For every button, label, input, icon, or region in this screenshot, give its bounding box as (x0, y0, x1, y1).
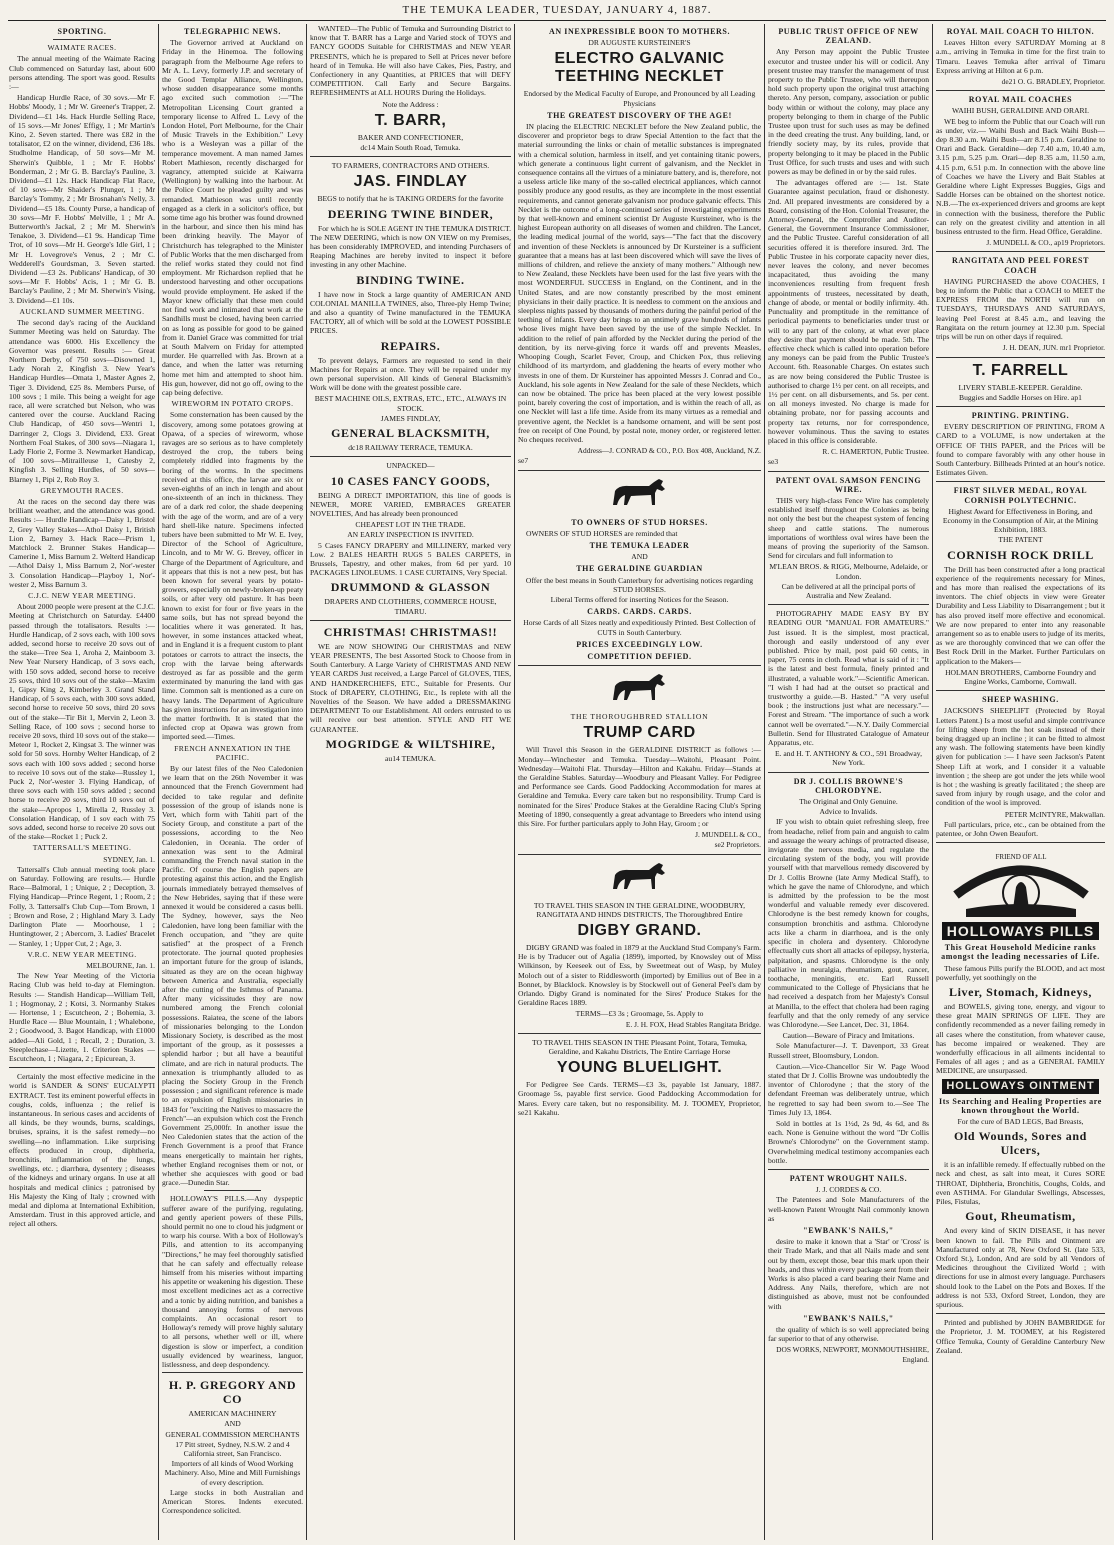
tattersall-heading: TATTERSALL'S MEETING. (32, 843, 132, 853)
gregory-sub: AMERICAN MACHINERY (188, 1409, 277, 1419)
mogridge-address: au14 TEMUKA. (385, 753, 436, 763)
divider (310, 156, 511, 157)
french-heading: FRENCH ANNEXATION IN THE PACIFIC. (174, 743, 291, 762)
repairs-heading: REPAIRS. (380, 338, 441, 353)
gregory-address: 17 Pitt street, Sydney, N.S.W. 2 and 4 California street, San Francisco. (175, 1439, 290, 1459)
vrc-date: MELBOURNE, Jan. 1. (86, 960, 155, 970)
gregory-text: Importers of all kinds of Wood Working Machinery. Also, Mine and Mill Furnishings of every description. (164, 1459, 301, 1487)
wireworm-heading: WIREWORM IN POTATO CROPS. (171, 399, 294, 409)
digby-name: DIGBY GRAND. (577, 922, 702, 940)
nails-sig: J. J. CORDES & CO. (815, 1185, 882, 1195)
holloways-ointment-text: For the cure of BAD LEGS, Bad Breasts, (957, 1117, 1084, 1127)
findlay-name: JAS. FINDLAY (353, 173, 468, 191)
bluelight-heading: TO TRAVEL THIS SEASON IN THE Pleasant Point, Totara, Temuka, Geraldine, and Kakahu Districts, The Entire Carriage Horse (532, 1037, 747, 1057)
sheep-sig: PETER McINTYRE, Makwallan. (1004, 809, 1105, 819)
stud-leader: THE TEMUKA LEADER (589, 540, 690, 550)
auckland-heading: AUCKLAND SUMMER MEETING. (19, 306, 145, 316)
cheapest: CHEAPEST LOT IN THE TRADE. (355, 520, 466, 530)
greymouth-heading: GREYMOUTH RACES. (40, 485, 124, 495)
nails-text: The Patentees and Sole Manufacturers of the well-known Patent Wrought Nail commonly known as (768, 1195, 929, 1223)
collis-sold: Sold in bottles at 1s 1½d, 2s 9d, 4s 6d, and 8s each. None is Genuine without the word "Dr Collis Browne's Chlorodyne" on the Government stamp. Overwhelming medical testimony accompanies each bottle. (768, 1118, 929, 1165)
findlay-to: TO FARMERS, CONTRACTORS AND OTHERS. (331, 161, 490, 171)
printing-text: EVERY DESCRIPTION OF PRINTING, FROM A CARD to a VOLUME, is now undertaken at the OFFICE OF THIS PAPER, and the Prices will be found to compare favorably with any other house in South Canterbury. Billheads Printed at an hour's notice. Estimates Given. (936, 422, 1105, 478)
early-inspection: AN EARLY INSPECTION IS INVITED. (347, 530, 474, 540)
prices-line: PRICES EXCEEDINGLY LOW. (576, 639, 703, 649)
drummond-name: DRUMMOND & GLASSON (330, 580, 491, 595)
nails-heading: PATENT WROUGHT NAILS. (789, 1173, 908, 1183)
sheep-heading: SHEEP WASHING. (982, 695, 1059, 705)
nails-name2: "EWBANK'S NAILS," (803, 1313, 894, 1323)
twine-text: I have now in Stock a large quantity of AMERICAN AND COLONIAL MANILLA TWINES, also, Three-ply Hemp Twine; and also a quantity of Twine manufactured in the TEMUKA FACTORY, all of which will be sold at the LOWEST POSSIBLE PRICES. (310, 289, 511, 336)
samson-sig: M'LEAN BROS. & RIGG, Melbourne, Adelaide, or London. (769, 562, 928, 581)
collis-text: IF you wish to obtain quiet refreshing sleep, free from headache, relief from pain and anguish to calm and assuage the weary achings of protracted disease, invigorate the nervous media, and regulate the circulating system of the body, you will provide yourself with that marvellous remedy discovered by Dr J. Collis Browne (late Army Medical Staff), to which he gave the name of Chlorodyne, and which is admitted by the profession to be the most wonderful and valuable remedy ever discovered. Chlorodyne is the best remedy known for coughs, consumption bronchitis and asthma. Chlorodyne acts like a charm in diarrhoea, and is the only specific in cholera and dysentery. Chlorodyne effectually cuts short all attacks of epilepsy, hysteria, palpitation, and spasms. Chlorodyne is the only palliative in neuralgia, rheumatism, gout, cancer, toothache, meningitis, etc. Earl Russell communicated to the College of Physicians that he had received a despatch from her Majesty's Consul at Manilla, to the effect that cholera had been raging fearfully and that the only remedy of any service was Chlorodyne.—See Lancet, Dec. 31, 1864. (768, 817, 929, 1029)
samson-foot: Can be delivered at all the principal ports of Australia and New Zealand. (781, 581, 916, 600)
public-trust-heading: PUBLIC TRUST OFFICE OF NEW ZEALAND. (778, 27, 919, 46)
masthead: THE TEMUKA LEADER, TUESDAY, JANUARY 4, 1887. (402, 4, 712, 16)
findlay-binder: DEERING TWINE BINDER, (327, 206, 494, 221)
vrc-heading: V.R.C. NEW YEAR MEETING. (27, 949, 137, 959)
samson-text: THIS very high-class Fence Wire has completely established itself throughout the Colonies as being not only the best but the cheapest system of fencing sheep and cattle stations. The numerous importations of worthless oval wires have been the means of proving the superiority of the Samson. Send for circulars and full information to (768, 495, 929, 561)
divider (936, 690, 1105, 691)
kursteiner-by: DR AUGUSTE KURSTEINER'S (588, 38, 691, 48)
divider (53, 39, 111, 40)
waimate-text: The annual meeting of the Waimate Racing Club commenced on Saturday last, about 600 persons attending. The sport was good. Results :— (9, 54, 155, 92)
nails-text3: the quality of which is so well appreciated being far superior to that of any otherwise. (768, 1325, 929, 1344)
trumpcard-prop: se2 Proprietors. (714, 840, 761, 850)
divider (310, 456, 511, 457)
kursteiner-heading: AN INEXPRESSIBLE BOON TO MOTHERS. (548, 27, 731, 36)
public-trust-advantages: The advantages offered are :— 1st. State Guarantee against peculation, fraud or dishonesty. 2nd. All prepared investments are considered by a Board, consisting of the Hon. Colonial Treasurer, the Attorney-General, the Comptroller and Auditor-General, the Government Insurance Commissioner, and the Public Trustee. Careful consideration of all securities offered it is therefore insured. 3rd. The Public Trustee in his corporate capacity never dies, never leaves the colony, and never becomes incapacitated, thus avoiding the many inconveniences resulting from frequent fresh appointments of trustees, necessitated by death, change of abode, or mental or bodily infirmity. 4th. Punctuality and promptitude in the remittance of periodical payments to beneficiaries under trust or will to any part of the colony, at what ever place they desire that payment should be made. 5th. The effective check which is called into operation before any moneys can be paid from the Public Trustee's Account. 6th. Reasonable Charges. On estates such as are now being considered the Public Trustee is authorised to charge 1½ per cent. on all receipts, and 1½ per cent. on all disbursements, and 5s. per cent. on all moneys invested. No charge is made for obtaining probate, nor for passing accounts and property tax returns, nor for correspondence, however voluminous. Thus the saving to estates placed in this office is considerable. (768, 178, 929, 445)
barr-text: WANTED—The Public of Temuka and Surrounding District to know that T. BARR has a Large and Varied stock of TOYS and FANCY GOODS Suitable for CHRISTMAS and NEW YEAR PRESENTS, which he is prepared to Sell at Prices never before heard of in Temuka. He will also have Cakes, Pies, Pastry, and Confectionery in any Quantities, at PRICES that will DEFY COMPETITION. Call Early and Secure Bargains. REFRESHMENTS at ALL HOURS During the Holidays. (310, 24, 511, 98)
trumpcard-text: Will Travel this Season in the GERALDINE DISTRICT as follows :— Monday—Winchester and Temuka. Tuesday—Waitohi, Pleasant Point. Wednesday—Waitohi Flat. Thursday—Hilton and Kakahu. Friday—Stands at the Geraldine Stables. Saturday—Woodbury and Pleasant Valley. For Pedigree and Performance see Cards. Good Paddocking Accommodation for mares at Geraldine and Temuka. Every care taken but no responsibility. Trump Card is nominated for the Sires' Produce Stakes at the Geraldine Racing Club's Spring Meeting of 1890, consequently a great advantage to Breeders who intend using this Sire. For further particulars apply to John Hay, Groom ; or (518, 745, 761, 828)
repairs-text: To prevent delays, Farmers are requested to send in their Machines for Repairs at once. They will be repaired under my own personal supervision. All kinds of General Blacksmith's Work will be done with the greatest possible care. (310, 355, 511, 393)
sheep-foot: Full particulars, price, etc., can be obtained from the patentee, or John Owen Beaufort. (936, 819, 1105, 839)
rangitata-text: HAVING PURCHASED the above COACHES, I beg to inform the Public that a COACH to MEET the EXPRESS FROM the NORTH will run on TUESDAYS, THURSDAYS AND SATURDAYS, leaving Peel Forest at 8.45 a.m., and leaving the Rangitata on the return journey at 12.30 p.m. Special trips will be run on other days if required. (936, 276, 1105, 342)
column-5 (764, 24, 932, 1540)
barr-note: Note the Address : (382, 99, 439, 109)
collis-sub: The Original and Only Genuine. (799, 797, 898, 807)
greymouth-text: At the races on the second day there was brilliant weather, and the attendance was good. Results :— Hurdle Handicap—Daisy 1, Bristol 2, Grey Valley Stakes—Athol Daisy 1, British Lion 2, Barney 3. Hack Race—Prism 1, Matchlock 2. Brunner Stakes Handicap—Camerine 1, Miss Barnum 2. Welterd Handicap—Athol Daisy 1, Miss Barnum 2, Nor'-wester 3. Consolation Handicap—Playboy 1, Nor'-wester 2, Miss Barnum 3. (9, 496, 155, 589)
horse-icon (605, 670, 675, 710)
twine-heading: BINDING TWINE. (356, 272, 465, 287)
column-1 (6, 24, 158, 1540)
royal-mail-text: Leaves Hilton every SATURDAY Morning at 8 a.m., arriving in Temuka in time for the first train to Timaru. Leaves Temuka after arrival of Timaru Express arriving at Hilton at 6 p.m. (936, 38, 1105, 75)
kursteiner-code: se7 (518, 456, 529, 466)
holloways-ointment-sub: Its Searching and Healing Properties are known throughout the World. (939, 1096, 1102, 1115)
holloways-pills-text2: and BOWELS, giving tone, energy, and vigour to these great MAIN SPRINGS OF LIFE. They are confidently recommended as a never failing remedy in all cases where the constitution, from whatever cause, has become impaired or weakened. They are wonderfully efficacious in all ailments incidental to Females of all ages ; and as a GENERAL FAMILY MEDICINE, are unsurpassed. (936, 1002, 1105, 1076)
stud-and: AND (631, 552, 648, 562)
tattersall-text: Tattersall's Club annual meeting took place on Saturday. Following are results.— Hurdle Race—Balmoral, 1 ; Unique, 2 ; Deception, 3. Flying Handicap—Prince Regent, 1 ; Room, 2 ; Folly, 3. Tattersall's Club Cup—Tom Brown, 1 ; Brown and Rose, 2 ; Highland Mary 3. Lady Darlington Plate — Moorhouse, 1 ; Huntingtower, 2 ; Abercorn, 3. Ladies' Bracelet — Stanley, 1 ; Upper Cut, 2 ; Age, 3. (9, 864, 155, 948)
telegraphic-text: The Governor arrived at Auckland on Friday in the Hinemoa. The following paragraph from the Melbourne Age refers to Mr A. L. Levy, formerly J.P. and secretary of the Good Templar Alliance, Wellington, whose sudden disappearance some months ago excited such commotion :—"The Metropolitan Licensing Court granted a temporary license to Alfred L. Levy of the London Hotel, Port Melbourne, for the Chair of Music Travels in the Exhibition." Levy who is a Wesleyan was a pillar of the temperance movement. A man named James Robert Mathieson, recently discharged for vagrancy, attempted suicide at Kaiwarra (Wellington) by walking into the harbour. At the Police Court he pleaded guilty and was remanded. Mathieson was until recently engaged as a clerk in a solicitor's office, but some time ago his brother was found drowned in the harbour, and since then his mind has been drinking heavily. The Mayor of Christchurch has telegraphed to the Minister of Public Works that the men discharged from the relief works stated they could not find employment. Mr Richardson replied that he understood harvesting and other occupations would provide employment. He asked if the Mayor knew officially that these men could not find work and intimated that work at the Sandhills must be closed, having been carried on as long as possible for good to be gained from it. Daniel Grace was committed for trial at South Malvern on Friday for attempted murder. He quarrelled with Jas. Brown at a dance, and when the latter was returning home met him and attempted to shoot him. His gun, however, did not go off, owing to the cap being defective. (162, 38, 303, 397)
holloways-liver: Liver, Stomach, Kidneys, (949, 985, 1092, 1000)
divider (768, 604, 929, 605)
oils-line: BEST MACHINE OILS, EXTRAS, ETC., ETC., ALWAYS IN STOCK. (314, 394, 507, 413)
divider (936, 357, 1105, 358)
import-text: BEING A DIRECT IMPORTATION, this line of goods is NEWER, MORE VARIED, EMBRACES GREATER NOVELTIES, And has already been pronounced (310, 490, 511, 518)
coaches-text: WE beg to inform the Public that our Coach will run as under, viz.— Waihi Bush and Back Waihi Bush—dep 8.30 a.m. Waihi Bush—arr 8.15 p.m. Geraldine to Orari and Back. Geraldine—dep 7.40 a.m, 10.40 a.m, 3.15 p.m, 5.25 p.m. Orari—dep 8.35 a.m, 11.50 a.m, 4.15 p.m, 6.51 p.m. In connection with the above line of Coaches we have the Livery and Bait Stables at Geraldine where Light Expresses Buggies, Gigs and Saddle Horses can be obtained on the shortest notice. N.B.—The ex-experienced drivers and grooms are kept in connection with the business, therefore the Public can rely on the greatest civility and attention in all business entrusted to the firm. Head Office, Geraldine. (936, 116, 1105, 237)
gregory-and: AND (224, 1419, 241, 1429)
medal-text: Highest Award for Effectiveness in Boring, and Economy in the Consumption of Air, at the Mining Exhibition, 1883. (942, 506, 1099, 535)
imprint: Printed and published by JOHN BAMBRIDGE for the Proprietor, J. M. TOOMEY, at his Registered Office Temuka, County of Geraldine Canterbury New Zealand. (936, 1318, 1105, 1355)
kursteiner-title: ELECTRO GALVANIC TEETHING NECKLET (554, 50, 725, 86)
farrell-text: Buggies and Saddle Horses on Hire. ap1 (959, 392, 1082, 402)
column-6 (932, 24, 1108, 1540)
holloways-pills-banner: HOLLOWAYS PILLS (942, 922, 1099, 940)
kursteiner-address: Address—J. CONRAD & CO., P.O. Box 408, Auckland, N.Z. (577, 446, 761, 456)
sheep-text: JACKSON'S SHEEPLIFT (Protected by Royal Letters Patent.) Is a most useful and simple contrivance for lifting sheep from the hot soak instead of their being dragged up an incline ; it can be fitted to almost any wash. The following statements have been kindly given for publication :— I have seen Jackson's Patent Sheep Lift at work, and I consider it a valuable invention ; the sheep are got under the jets while wool is hot ; the washing is greatly facilitated ; the sheep are saved from injury by rough usage, and the color and condition of the wool is improved. (936, 706, 1105, 808)
horse-icon (605, 859, 675, 899)
holloways-pills-sub: This Great Household Medicine ranks amongst the leading necessaries of Life. (941, 943, 1100, 962)
rangitata-sig: J. H. DEAN, JUN. mr1 Proprietor. (1002, 343, 1105, 353)
public-trust-text: Any Person may appoint the Public Trustee executor and trustee under his will or codicil. Any present trustee may transfer the management of trust property to the Public Trustee, who will thereupon hold such property upon the original trust attaching thereto. Any person, company, association or public body within or without the colony, may place any property belonging to them in charge of the Public Trustee upon trust for such uses as may be defined in the deed creating the trust. Any building, land, or friendly society may, by its rules, provide that property belonging to it may be placed in the Public Trust Office, for such trusts and uses and with such powers as may be defined in or by the said rules. (768, 47, 929, 177)
sander-ad: Certainly the most effective medicine in the world is SANDER & SONS' EUCALYPTI EXTRACT. Test its eminent powerful effects in coughs, colds, influenza ; the relief is instantaneous. In serious cases and accidents of all kinds, be they wounds, burns, scaldings, bruises, sprains, it is the safest remedy—no swelling—no inflammation. Like surprising effects produced in croup, diphtheria, bronchitis, inflammation of the lungs, swellings, etc. ; diarrhœa, dysentery ; diseases of the kidneys and urinary organs. In use at all hospitals and medical clinics ; patronised by His Majesty the King of Italy ; crowned with medal and diploma at International Exhibition, Amsterdam. Trust in this approved article, and reject all others. (9, 1072, 155, 1229)
divider (936, 1313, 1105, 1314)
cards-text: Horse Cards of all Sizes neatly and expeditiously Printed. Best Collection of CUTS in South Canterbury. (523, 618, 756, 637)
divider (518, 1033, 761, 1034)
divider (936, 406, 1105, 407)
bluelight-text: For Pedigree See Cards. TERMS—£3 3s, payable 1st January, 1887. Groomage 5s, payable first service. Good Paddocking Accommodation for Mares. Every care taken, but no responsibility. M. J. TOOMEY, Proprietor, se21 Kakahu. (518, 1080, 761, 1117)
unpacked: UNPACKED— (386, 461, 435, 471)
findlay-address: dc18 RAILWAY TERRACE, TEMUKA. (348, 443, 473, 453)
horse-icon (605, 475, 675, 515)
drummond-sub: DRAPERS AND CLOTHIERS, COMMERCE HOUSE, TIMARU. (324, 597, 497, 616)
digby-terms: TERMS—£3 3s ; Groomage, 5s. Apply to (575, 1009, 704, 1019)
digby-sig: E. J. H. FOX, Head Stables Rangitata Bridge. (625, 1019, 761, 1029)
gregory-foot: Large stocks in both Australian and American Stores. Indents executed. Correspondence solicited. (162, 1487, 303, 1516)
divider (768, 1169, 929, 1170)
vrc-text: The New Year Meeting of the Victoria Racing Club was held to-day at Flemington. Results :— Standish Handicap—William Tell, 1 ; Hogmonay, 2 ; Kotsi, 3. Normanby Stakes — Hortense, 1 ; Escutcheon, 2 ; Bohemia, 3. Hurdle Race — Blue Mountain, 1 ; Whalebone, 2 ; Goodwood, 3. Bagot Handicap, with £1000 added—Ali Gold, 1 ; Recall, 2 ; Duration, 3. Steeplechase—Lizette, 1. Criterion Stakes — Escutcheon, 1 ; Niagara, 2 ; Epicurean, 3. (9, 971, 155, 1063)
digby-heading: TO TRAVEL THIS SEASON IN THE GERALDINE, WOODBURY, RANGITATA AND HINDS DISTRICTS, The Thoroughbred Entire (533, 900, 746, 919)
photography-sig: E. and H. T. ANTHONY & CO., 591 Broadway, New York. (774, 749, 922, 768)
tattersall-date: SYDNEY, Jan. 1. (103, 854, 155, 864)
public-trust-sig: R. C. HAMERTON, Public Trustee. (822, 447, 929, 457)
gregory-sub3: GENERAL COMMISSION MERCHANTS (165, 1429, 300, 1439)
gregory-ad (162, 1372, 303, 1515)
barr-name: T. BARR, (374, 111, 447, 129)
sporting-heading: SPORTING. (57, 27, 107, 36)
coaches-sig: J. MUNDELL & CO., ap19 Proprietors. (986, 238, 1105, 248)
holloways-gout: Gout, Rheumatism, (965, 1209, 1076, 1224)
column-2 (158, 24, 306, 1540)
waimate-results: Handicap Hurdle Race, of 30 sovs.—Mr F. Hobbs' Moody, 1 ; Mr W. Greener's Trapper, 2. Dividend—£1 14s. Hack Hurdle Selling Race, of 15 sovs.—Mr Jones' Effigy, 1 ; Mr Martin's Kino, 2. Seven started. There was £82 in the totalisator, £2 on the winner, dividend, £36 18s. Studholme Handicap, of 50 sovs—Mr M. Sherwin's Quibble, 1 ; Mr F. Hobbs' Bonderman, 2 ; Mr G. B. Barclay's Pauline, 3. Dividend—£1 12s. Hack Handicap Flat Race, of 10 sovs—Mr Shaider's Plunger, 1 ; Mr Barclay's Tommy, 2 ; Mr Brosnahan's Nelly, 3. Dividend—£5 18s. County Purse, a handicap of 30 sovs—Mr F. Hobbs' Melville, 1 ; Mr A. Butterworth's Jackal, 2 ; Mr M. Sherwin's Tenakoe, 3. Dividend—£1 9s. Handicap Time Trot, of 10 sovs—Mr H. George's Idle Girl, 1 ; Mr H. Lovegrove's Venus, 2 ; Mr C. Wedderell's Gourdsman, 3. Seven started. Dividend —£3 2s. Publicans' Handicap, of 30 sovs—Mr F. Hobbs' Acis, 1 ; Mr G. B. Barclay's Pauline, 2 ; Mr M. Sherwin's Vising, 3. Dividend—£1 10s. (9, 93, 155, 305)
medal-heading: FIRST SILVER MEDAL, ROYAL CORNISH POLYTECHNIC. (953, 486, 1088, 505)
royal-mail-heading: ROYAL MAIL COACH TO HILTON. (946, 27, 1095, 36)
divider (310, 620, 511, 621)
printing-heading: PRINTING. PRINTING. (971, 410, 1070, 420)
collis-wood: Caution.—Vice-Chancellor Sir W. Page Wood stated that Dr J. Collis Browne was undoubtedly the inventor of Chlorodyne ; that the story of the defendant Freeman was deliberately untrue, which he regretted to say had been sworn to.—See The Times July 13, 1864. (768, 1061, 929, 1117)
coaches-heading: ROYAL MAIL COACHES (968, 95, 1073, 105)
divider (936, 481, 1105, 482)
findlay-text1: BEGS to notify that he is TAKING ORDERS for the favorite (317, 194, 504, 204)
holloway-text: HOLLOWAY'S PILLS.—Any dyspeptic sufferer aware of the purifying, regulating, and gently aperient powers of these Pills, should permit no one to cloud his judgment or to warp his course. With a box of Holloway's Pills, and attention to its accompanying "Directions," he may feel thoroughly satisfied that he can safely and effectually release himself from his miseries without imparting his appetite or weakening his digestion. These most excellent medicines act as a corrective and a tonic by aiding nutrition, and banishes a thousand annoying forms of nervous complaints. An occasional resort to Holloway's remedy will prove highly salutary to all persons, whether well or ill, where digestion is slow or imperfect, a condition usually evidenced by weariness, languor, listlessness, and deep despondency. (162, 1194, 303, 1370)
divider (768, 471, 929, 472)
french-text: By our latest files of the Neo Caledonien we learn that on the 26th November it was announced that the French Government had decided to take regular and definite possession of the group of islands none is Vert, which form with Tahiti part of the Society Group, and constitute a part of the possessions, according to the Neo Caledonien, in Oceania. The order of annexation was sent to the Admiral commanding the French naval station in the Pacific. Of course the English papers are protesting against this action, and the English journals immediately betrayed themselves of the New Hebrides, saying that if these were annexed it would be considered a casus belli. The Sydney, however, says the Neo Caledonien, have long been familiar with the French occupation, and "they are quite satisfied" at the prospect of a French protectorate. The journal quoted prophesies an important future for the group of islands, situated as they are on the ocean highway between America and Australia, especially after the cutting of the Isthmus of Panama. After many vicissitudes they are now numbered among the French colonial possessions. Raiatea, the scene of the labors of missionaries belonging to the London Missionary Society, is described as the most important of the group, as it possesses a splendid harbor ; but all have a beautiful climate, and are rich in natural products. The annexation is triumphantly alluded to as placing the Society Group in the French possession ; and significant reference is made to an expulsion of English missionaries in 1843 for "exciting the Natives to massacre the French"—an expulsion which cost the French Government 25,000fr. In another issue the Neo Caledonien states that the action of the French Government is a proof that France means energetically to maintain her rights, whether England recognises them or not, or whether she acquiesces with good or bad grace.—Dunedin Star. (162, 764, 303, 1188)
goods-list: 5 Cases FANCY DRAPERY and MILLINERY, marked very Low. 2 BALES HEARTH RUGS 5 BALES CARPETS, in Brussels, Tapestry, and other makes, from 6d per yard. 10 PACKAGES LINOLEUMS. 1 CASE CURTAINS, Very Special. (310, 540, 511, 578)
stud-text: OWNERS OF STUD HORSES are reminded that (526, 528, 678, 538)
holloways-ointment-text2: it is an infallible remedy. If effectually rubbed on the neck and chest, as salt into meat, it Cures SORE THROAT, Diphtheria, Bronchitis, Coughs, Colds, and even ASTHMA. For Glandular Swellings, Abscesses, Piles, Fistulas, (936, 1160, 1105, 1207)
stud-heading: TO OWNERS OF STUD HORSES. (571, 517, 708, 527)
bluelight-name: YOUNG BLUELIGHT. (556, 1059, 723, 1077)
divider (936, 251, 1105, 252)
royal-mail-sig: de21 O. G. BRADLEY, Proprietor. (1001, 77, 1105, 87)
trumpcard-name: TRUMP CARD (583, 724, 696, 742)
stud-text2: Offer the best means in South Canterbury for advertising notices regarding STUD HORSES. (525, 575, 754, 594)
holloways-sores: Old Wounds, Sores and Ulcers, (954, 1129, 1087, 1158)
nails-works: DOS WORKS, NEWPORT, MONMOUTHSHIRE, England. (776, 1345, 929, 1364)
divider (204, 1190, 260, 1191)
patent-heading: THE PATENT (998, 535, 1043, 545)
cornish-name: CORNISH ROCK DRILL (947, 547, 1094, 562)
christmas-text: WE are NOW SHOWING Our CHRISTMAS and NEW YEAR PRESENTS, The best Assorted Stock to Choose from in South Canterbury. A Large Variety of CHRISTMAS AND NEW YEAR CARDS Just received, a Large Parcel of GLOVES, TIES, AND HANDKERCHIEFS, ETC., Suitable for Presents. Our Stock of DRAPERY, CLOTHING, Etc., Is replete with all the Novelties of the Season. We have added a DRESSMAKING DEPARTMENT To our Establishment. All orders entrusted to us will receive our best attention. STYLE AND FIT WE GUARANTEE. (310, 641, 511, 734)
holloways-ointment-text3: And every kind of SKIN DISEASE, it has never been known to fail. The Pills and Ointment are Manufactured only at 78, New Oxford St. (late 533, Oxford St.), London, And are sold by all Vendors of Medicines throughout the Civilized World ; with directions for use in almost every language. Purchasers should look to the Label on the Pots and Boxes. If the address is not 533, Oxford Street, London, they are spurious. (936, 1226, 1105, 1309)
divider (936, 842, 1105, 843)
cjc-text: About 2000 people were present at the C.J.C. Meeting at Christchurch on Saturday. £4400 passed through the totalisators. Results :— Hurdle Handicap, of 2 sovs each, with 100 sovs added, second horse to receive 20 sovs out of the stake—Tree Sea 1, Aroha 2, Mainboom 3. New Year Nursery Handicap, of 3 sovs each, with 150 sovs added, second horse to receive 25 sovs, third 10 sovs out of the stake—Maxim 1, Gipsy King 2, Kimberley 3. Grand Stand Handicap, of 5 sovs each, with 300 sovs added, second horse to receive 50 sovs, third 20 sovs out of the stake—Tir Bit 1, Mervin 2, Leon 3. Selling Race, of 100 sovs ; second horse to receive 20 sovs, third 10 sovs out of the stake—Meteor 1, Rocket 2, Kingsat 3. The winner was sold for 50 sovs. Hornby Welter Handicap, of 2 sovs each with 100 sovs added ; second horse to receive 10 sovs out of the stake—Russley 1, Puck 2, Nor'-wester 3. Flying Handicap, of three sovs each with 150 sovs added ; second horse to receive 20 sovs, third 10 sovs out of the stake—Apropos 1, Mirella 2, Russley 3. Consolation Handicap, of 1 sov each with 75 sovs added, second horse to receive 20 sovs out of the stake—Rocket 1 ; Puck 2. (9, 602, 155, 842)
trumpcard-sig: J. MUNDELL & CO., (695, 830, 761, 840)
kursteiner-endorse: Endorsed by the Medical Faculty of Europe, and Pronounced by all Leading Physicians (523, 89, 756, 108)
stud-terms: Liberal Terms offered for inserting Notices for the Season. (550, 594, 729, 604)
wireworm-text: Some consternation has been caused by the discovery, among some potatoes growing at Opawa, of a species of wireworm, whose ravages are so serious as to have completely destroyed the crop, the tubers being completely riddled into fragments by the boring of the worms. In the specimens received at this office, the larvae are six or seven-eighths of an inch in length and about one-sixteenth of an inch in thickness. They are of a dark red color, the shade deepening with the age of the worm, and are of a very hard shell-like nature. Specimens infected tubers have been submitted to Mr W. E. Ivey, Director of the School of Agriculture, Lincoln, and to Mr W. G. Brevey, officer in Charge of the Department of Agriculture, and it appears that this is not a new pest, but has been known for several years by potato-growers, especially on newly-broken-up peaty soils, or after very old pasture. It has been known to exist for four or five years in the same soils, but has not spread beyond the localities where it was generated. It has, however, in some instances attacked wheat, and in England it is a frequent custom to plant potatoes or carrots to attract the insects, the crop with the larvae being afterwards destroyed as far as possible and the germ exterminated by manuring the land with gas lime. Common salt is mentioned as a cure on heavy lands. The Department of Agriculture has given instructions for an investigation into the matter forthwith. It is stated that the infected crop at Opawa was grown from imported seed.—Times. (162, 410, 303, 742)
divider (768, 772, 929, 773)
public-trust-code: se3 (768, 457, 779, 467)
kursteiner-text: IN placing the ELECTRIC NECKLET before the New Zealand public, the discoverer and proprietor begs to draw Special Attention to the fact that the material surrounding the links or chain of metallic substances is impregnated with a chemical solution, harmless in itself, and yet containing titanic powers, which generate a continuous light current of galvanism, and the Necklet in consequence contains all the virtues of a miniature battery, and is, therefore, not a useless article like many of the so-called electrical appliances, which cannot possibly produce any good results, as they are incomplete in the most essential requirements, and cannot generate galvanism nor produce galvanic effects. This Necklet is the outcome of a long-continued series of investigating experiments by that well-known and eminent scientist Dr Auguste Kursteiner, who is the highest European authority on all diseases of women and children. The Lancet, the leading medical journal of the world, says—"The fact that the discovery and invention of these Necklets is announced by Dr Kursteiner is a sufficient guarantee that a means has at last been discovered which will save the lives of millions of children, and relieve the anxiety of many mothers." Although new to New Zealand, these Necklets have been used for the last five years with the most WONDERFUL SUCCESS in England, on the Continent, and in the United States, and are now constantly prescribed by the most eminent physicians in their daily practice. It is needless to comment on the anxious and sleepless nights passed by thousands of mothers during the painful period of the teething of infants. Every day brings to an untimely grave hundreds of infants whose lives might have been saved by the use of the simple Necklet. In addition to the relief of pain afforded by the Necklet during the period of the dentition, by its nerve-giving force it wards off and prevents Measles, Whooping Cough, Scarlet Fever, Croup, and Chicken Pox, thus relieving childhood of its martyrdom, and gladdening the hearts of every mother who invests in one of them. Dr Kursteiner has appointed Messrs J. Conrad and Co., Auckland, his sole agents in New Zealand for the sale of these Necklets, which can now be obtained. The price has been placed at the very lowest possible point, barely covering the cost of importation, and is within the reach of all, as one Necklet will last a life time. Aside from its many virtues as a remedial and preventive agent, the Necklet is a handsome ornament, and will be sent post free on receipt of One Pound, by postal note, money order, or registered letter. No cheques received. (518, 122, 761, 444)
findlay-trade: GENERAL BLACKSMITH, (331, 426, 490, 441)
christmas-heading: CHRISTMAS! CHRISTMAS!! (323, 624, 498, 639)
column-4 (514, 24, 764, 1540)
divider (518, 665, 761, 666)
collis-manufacturer: Sole Manufacturer—J. T. Davenport, 33 Great Russell street, Bloomsbury, London. (768, 1041, 929, 1060)
cornish-sig: HOLMAN BROTHERS, Camborne Foundry and Engine Works, Camborne, Cornwall. (945, 667, 1096, 686)
stud-guardian: THE GERALDINE GUARDIAN (576, 564, 703, 574)
nails-name: "EWBANK'S NAILS," (803, 1225, 894, 1235)
telegraphic-heading: TELEGRAPHIC NEWS. (184, 27, 281, 36)
cases-heading: 10 CASES FANCY GOODS, (330, 473, 491, 488)
divider (518, 470, 761, 471)
collis-advice: Advice to Invalids. (819, 807, 878, 817)
nails-text2: desire to make it known that a 'Star' or 'Cross' is their Trade Mark, and that all Nails made and sent out by them, except those, bear this mark upon their heads, and thus within every package sent from their Works is also placed a card bearing their Name and Address. Any Nails, therefore, which are not distinguished as above, must not be confounded with (768, 1237, 929, 1311)
holloways-ointment-banner: HOLLOWAYS OINTMENT (942, 1079, 1099, 1094)
gregory-name: H. P. GREGORY AND CO (168, 1378, 297, 1407)
collis-heading: DR J. COLLIS BROWNE'S CHLORODYNE. (793, 776, 904, 795)
digby-text: DIGBY GRAND was foaled in 1879 at the Auckland Stud Company's Farm. He is by Traducer out of Agalia (1899), imported, by Knowsley out of Miss Wilkinson, by Keeseek out of Ess, by Sweetmeat out of Wasp, by Muley Moloch out of a sister to Riddlesworth (imported) by Emilius out of Bee in a Bonnet, by Blacklock. Knowsley is by Stockwell out of General Peel's dam by Orlando. Digby Grand is nominated for the Sires' Produce Stakes for the Geraldine Races 1889. (518, 943, 761, 1008)
cards-heading: CARDS. CARDS. CARDS. (587, 607, 692, 617)
findlay-sig: JAMES FINDLAY, (380, 413, 441, 423)
kursteiner-great: THE GREATEST DISCOVERY OF THE AGE! (547, 110, 732, 120)
photography-text: PHOTOGRAPHY MADE EASY BY BY READING OUR "MANUAL FOR AMATEURS." Just issued. It is the simplest, most practical, thorough and easily understood of any ever published. Price by mail, post paid 60 cents, in paper, 75 cents in cloth. Read what is said of it : "It is the latest and best formula, finely printed and illustrated, a valuable work."—Scientific American. "I wish I had had at the outset so practical and trustworthy a guide.—B. Hasted." "A very useful book ; the instructions just what are necessary."—Forest and Stream. "The importance of such a work cannot well be overrated."—N.Y. Daily Commercial Bulletin. Send for Illustrated Catalogue of Amateur Apparatus, etc. (768, 609, 929, 748)
divider (936, 90, 1105, 91)
barr-address: dc14 Main South Road, Temuka. (360, 143, 461, 153)
rangitata-heading: RANGITATA AND PEEL FOREST COACH (951, 256, 1090, 275)
divider (9, 1067, 155, 1068)
waimate-heading: WAIMATE RACES. (47, 43, 117, 53)
findlay-text2: For which he is SOLE AGENT IN THE TEMUKA DISTRICT. The NEW DEERING, which is now ON VIEW on my Premises, has been considerably IMPROVED, and intending Purchasers of Reaping Machines are hereby invited to inspect it before investing in any other Machine. (310, 223, 511, 270)
divider (518, 854, 761, 855)
competition-line: COMPETITION DEFIED. (587, 651, 692, 661)
friend-of-all-emblem-icon (946, 847, 1096, 919)
cornish-text: The Drill has been constructed after a long practical experience of the requirements necessary for Mines, and has more than realised the expectations of its inventors. The chief objects in view were Greater Durability and Less Liability to Disarrangement ; but it has also proved itself more effective and economical. We are now prepared to enter into any reasonable arrangement so as to enable users to judge of its merits, as we are thoroughly convinced that we can offer the Best Rock Drill in the Market. Further Particulars on application to the Makers— (936, 564, 1105, 666)
collis-caution: Caution—Beware of Piracy and Imitations. (782, 1031, 915, 1041)
column-3 (306, 24, 514, 1540)
farrell-sub: LIVERY STABLE-KEEPER. Geraldine. (958, 382, 1083, 392)
farrell-name: T. FARRELL (972, 361, 1069, 379)
cjc-heading: C.J.C. NEW YEAR MEETING. (28, 590, 136, 600)
mogridge-name: MOGRIDGE & WILTSHIRE, (325, 736, 496, 751)
samson-heading: PATENT OVAL SAMSON FENCING WIRE. (775, 475, 922, 494)
trumpcard-the: THE THOROUGHBRED STALLION (570, 712, 709, 722)
friend-of-all-text: FRIEND OF ALL (995, 853, 1046, 862)
auckland-text: The second day's racing of the Auckland Summer Meeting was held on Saturday. The attendance was 6000. His Excellency the Governor was present. Results :— Great Northern Derby, of 750 sovs—Disowned 1, Lady Norah 2, Kingfish 3. New Year's Handicap Hurdles—Omata 1, Master Agnes 2, Tiger 3. Dividend, £25 8s. Members Purse, of 100 sovs ; 1 mile. This being a weight for age race, all were scratched but Nelson, who was cantered over the course. Auckland Racing Club Handicap, of 450 sovs—Wentri 1, Darringer 2, Clogs 3. Dividend, £33. Great Northern Foal Stakes, of 300 sovs—Niagara 1, Lady Florie 2, Forme 3. Newmarket Handicap, of 100 sovs—Mitrailleuse 1, Catesby 2, Kingfish 3. Selling Hurdles, of 50 sovs—Blarney 1, Pipi 2, Rob Roy 3. (9, 318, 155, 484)
holloways-pills-text: These famous Pills purify the BLOOD, and act most powerfully, yet soothingly on the (936, 963, 1105, 982)
masthead-rule (8, 20, 1106, 21)
barr-sub: BAKER AND CONFECTIONER, (357, 132, 464, 142)
coaches-sub: WAIHI BUSH, GERALDINE AND ORARI. (951, 106, 1090, 116)
